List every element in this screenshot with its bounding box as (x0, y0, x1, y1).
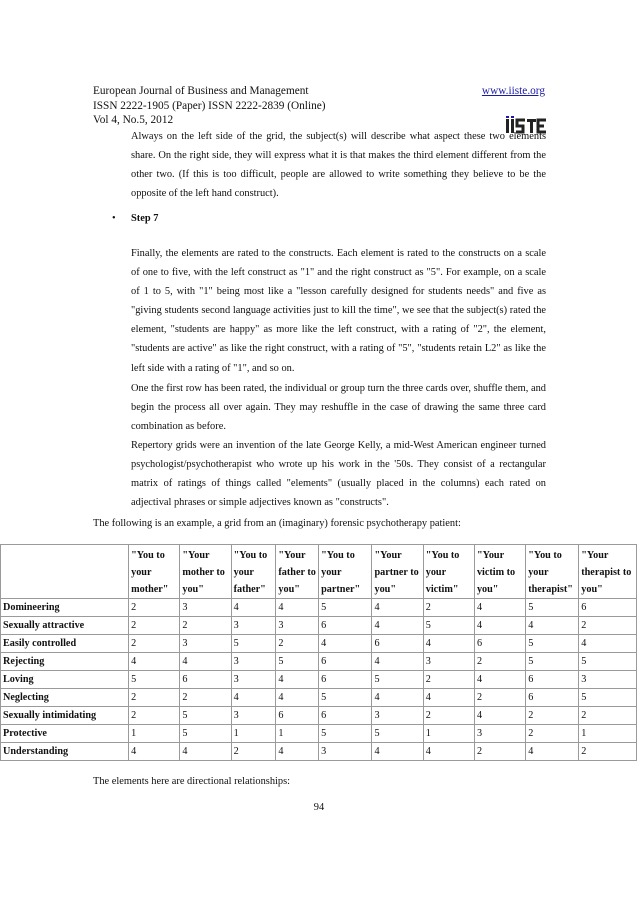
rating-cell: 4 (474, 599, 525, 617)
rating-cell: 5 (276, 653, 319, 671)
element-header: "Your mother to you" (180, 545, 231, 599)
rating-cell: 3 (423, 653, 474, 671)
rating-cell: 2 (180, 689, 231, 707)
rating-cell: 5 (579, 689, 637, 707)
construct-label: Rejecting (1, 653, 129, 671)
rating-cell: 5 (423, 617, 474, 635)
corner-cell (1, 545, 129, 599)
rating-cell: 2 (129, 617, 180, 635)
rating-cell: 4 (129, 743, 180, 761)
rating-cell: 2 (579, 743, 637, 761)
construct-label: Protective (1, 725, 129, 743)
rating-cell: 4 (474, 617, 525, 635)
rating-cell: 5 (319, 599, 372, 617)
rating-cell: 6 (474, 635, 525, 653)
rating-cell: 2 (423, 707, 474, 725)
construct-label: Easily controlled (1, 635, 129, 653)
rating-cell: 6 (319, 671, 372, 689)
rating-cell: 4 (372, 617, 423, 635)
element-header: "Your father to you" (276, 545, 319, 599)
rating-cell: 6 (319, 653, 372, 671)
element-header: "You to your victim" (423, 545, 474, 599)
rating-cell: 2 (423, 671, 474, 689)
rating-cell: 3 (579, 671, 637, 689)
rating-cell: 4 (423, 635, 474, 653)
rating-cell: 2 (276, 635, 319, 653)
construct-label: Sexually intimidating (1, 707, 129, 725)
rating-cell: 2 (129, 689, 180, 707)
page-number: 94 (313, 802, 325, 813)
table-intro: The following is an example, a grid from an (imaginary) forensic psychotherapy patient: (93, 518, 461, 529)
rating-cell: 6 (526, 689, 579, 707)
rating-cell: 2 (231, 743, 276, 761)
rating-cell: 4 (526, 743, 579, 761)
rating-cell: 5 (319, 725, 372, 743)
rating-cell: 2 (474, 653, 525, 671)
rating-cell: 4 (129, 653, 180, 671)
rating-cell: 4 (372, 743, 423, 761)
rating-cell: 4 (474, 707, 525, 725)
rating-cell: 4 (180, 653, 231, 671)
rating-cell: 2 (579, 617, 637, 635)
rating-cell: 5 (180, 725, 231, 743)
element-header: "You to your father" (231, 545, 276, 599)
table-row (1, 743, 637, 761)
element-header: "You to your mother" (129, 545, 180, 599)
repertory-grid-table (0, 544, 637, 761)
table-row (1, 617, 637, 635)
paragraph-rating: Finally, the elements are rated to the constructs. Each element is rated to the constructs on a scale of one to five, with the left construct as "1" and the right construct as "5". For example, on a scale of 1 to 5, with "1" being most like a "lesson carefully designed for students needs" and five as "giving students second language activities just to kill the time", we see that the subject(s) rated the element, "students are happy" as more like the left construct, with a rating of "2", the element, "students are active" as like the right construct, with a rating of "5", "students retain L2" as like the left side with a rating of "1", and so on. (131, 248, 546, 374)
rating-cell: 4 (276, 689, 319, 707)
rating-cell: 5 (579, 653, 637, 671)
rating-cell: 6 (372, 635, 423, 653)
rating-cell: 2 (129, 635, 180, 653)
rating-cell: 2 (129, 599, 180, 617)
rating-cell: 5 (180, 707, 231, 725)
table-header-row (1, 545, 637, 599)
issn-line: ISSN 2222-1905 (Paper) ISSN 2222-2839 (Online) (93, 99, 326, 112)
rating-cell: 2 (180, 617, 231, 635)
rating-cell: 2 (129, 707, 180, 725)
rating-cell: 2 (526, 725, 579, 743)
rating-cell: 2 (423, 599, 474, 617)
rating-cell: 4 (526, 617, 579, 635)
rating-cell: 4 (319, 635, 372, 653)
step-7-heading: Step 7 (131, 213, 159, 224)
rating-cell: 6 (319, 617, 372, 635)
rating-cell: 5 (526, 635, 579, 653)
journal-header (93, 84, 545, 128)
rating-cell: 5 (526, 599, 579, 617)
bullet-icon: • (112, 213, 116, 224)
table-row (1, 653, 637, 671)
after-table-note: The elements here are directional relationships: (93, 776, 291, 787)
rating-cell: 3 (180, 635, 231, 653)
rating-cell: 4 (423, 743, 474, 761)
rating-cell: 4 (372, 653, 423, 671)
table-row (1, 689, 637, 707)
rating-cell: 6 (526, 671, 579, 689)
rating-cell: 3 (474, 725, 525, 743)
rating-cell: 2 (474, 743, 525, 761)
rating-cell: 4 (372, 599, 423, 617)
rating-cell: 1 (579, 725, 637, 743)
rating-cell: 4 (231, 599, 276, 617)
paragraph-repertory-grids: Repertory grids were an invention of the late George Kelly, a mid-West American engineer turned psychologist/psychotherapist who wrote up his work in the '50s. They consist of a rectangular matrix of ratings of things called "elements" (usually placed in the columns) each rated on adjectival phrases or simple adjectives known as "constructs". (131, 440, 546, 509)
rating-cell: 1 (276, 725, 319, 743)
table-row (1, 599, 637, 617)
journal-url-link[interactable]: www.iiste.org (481, 85, 545, 97)
rating-cell: 6 (319, 707, 372, 725)
rating-cell: 1 (231, 725, 276, 743)
rating-cell: 6 (180, 671, 231, 689)
construct-label: Sexually attractive (1, 617, 129, 635)
rating-cell: 5 (231, 635, 276, 653)
rating-cell: 1 (129, 725, 180, 743)
rating-cell: 2 (526, 707, 579, 725)
element-header: "You to your partner" (319, 545, 372, 599)
table-row (1, 635, 637, 653)
rating-cell: 4 (180, 743, 231, 761)
rating-cell: 3 (180, 599, 231, 617)
rating-cell: 5 (129, 671, 180, 689)
rating-cell: 3 (372, 707, 423, 725)
rating-cell: 3 (231, 653, 276, 671)
rating-cell: 3 (319, 743, 372, 761)
element-header: "Your therapist to you" (579, 545, 637, 599)
table-row (1, 707, 637, 725)
rating-cell: 3 (231, 671, 276, 689)
rating-cell: 4 (276, 671, 319, 689)
element-header: "Your partner to you" (372, 545, 423, 599)
element-header: "Your victim to you" (474, 545, 525, 599)
rating-cell: 5 (372, 725, 423, 743)
rating-cell: 5 (372, 671, 423, 689)
rating-cell: 2 (474, 689, 525, 707)
rating-cell: 4 (276, 599, 319, 617)
paragraph-reshuffle: One the first row has been rated, the individual or group turn the three cards over, shuffle them, and begin the process all over again. They may reshuffle in the case of drawing the same three card combination as before. (131, 383, 546, 433)
rating-cell: 5 (319, 689, 372, 707)
construct-label: Domineering (1, 599, 129, 617)
rating-cell: 5 (526, 653, 579, 671)
construct-label: Neglecting (1, 689, 129, 707)
element-header: "You to your therapist" (526, 545, 579, 599)
rating-cell: 6 (579, 599, 637, 617)
paragraph-construct-description: Always on the left side of the grid, the subject(s) will describe what aspect these two elements share. On the right side, they will express what it is that makes the third element different from the other two. (If this is too difficult, people are allowed to write something they believe to be the opposite of the left hand construct). (131, 131, 546, 200)
rating-cell: 1 (423, 725, 474, 743)
rating-cell: 4 (423, 689, 474, 707)
rating-cell: 4 (372, 689, 423, 707)
construct-label: Loving (1, 671, 129, 689)
rating-cell: 6 (276, 707, 319, 725)
rating-cell: 3 (231, 617, 276, 635)
table-row (1, 725, 637, 743)
rating-cell: 4 (276, 743, 319, 761)
rating-cell: 3 (276, 617, 319, 635)
rating-cell: 3 (231, 707, 276, 725)
rating-cell: 4 (474, 671, 525, 689)
rating-cell: 4 (231, 689, 276, 707)
rating-cell: 2 (579, 707, 637, 725)
table-row (1, 671, 637, 689)
construct-label: Understanding (1, 743, 129, 761)
journal-title: European Journal of Business and Management (93, 85, 309, 97)
rating-cell: 4 (579, 635, 637, 653)
volume-line: Vol 4, No.5, 2012 (93, 114, 174, 126)
